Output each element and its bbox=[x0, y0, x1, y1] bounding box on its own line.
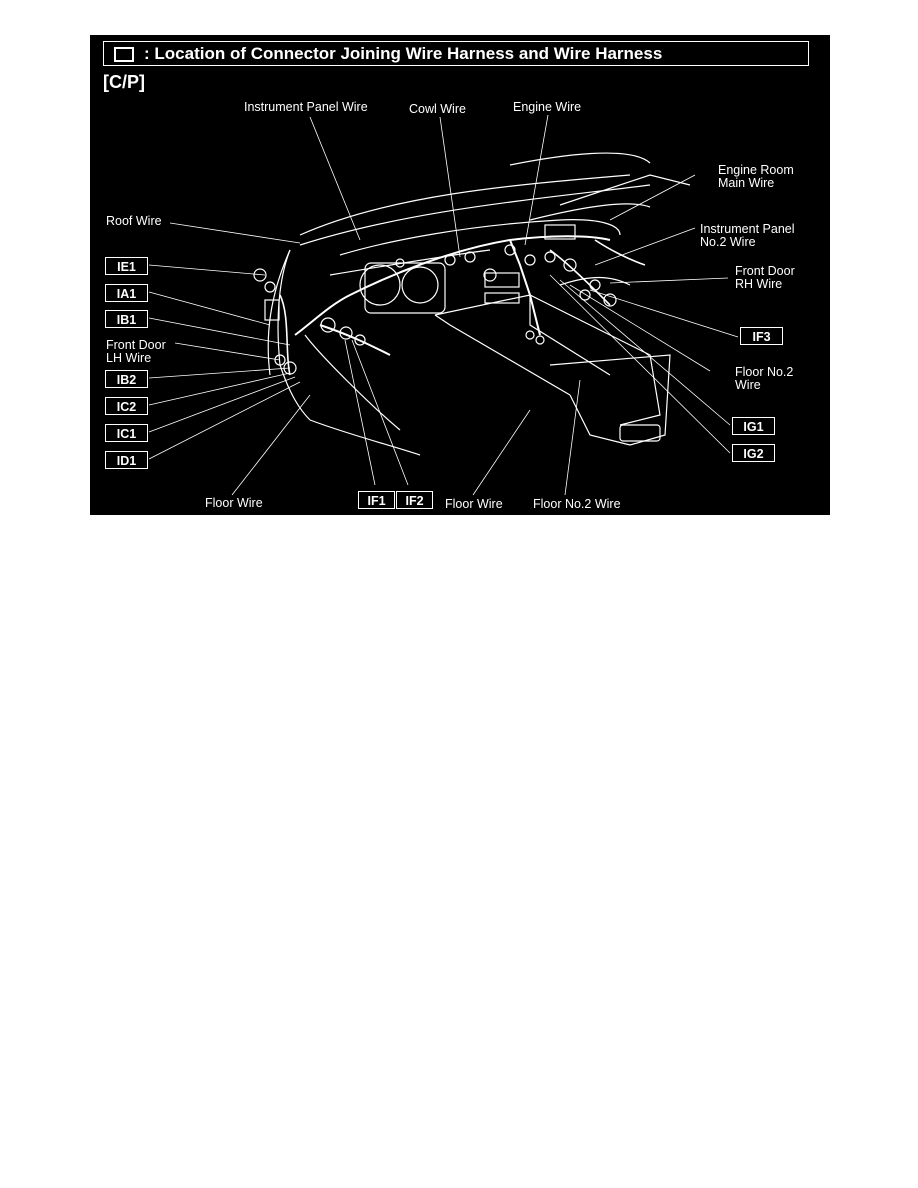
connector-ib2: IB2 bbox=[105, 370, 148, 388]
label-front-door-rh-wire: Front Door RH Wire bbox=[735, 264, 795, 291]
label-floor-wire-left: Floor Wire bbox=[205, 496, 263, 510]
label-floor-no2-wire-bottom: Floor No.2 Wire bbox=[533, 497, 621, 511]
label-engine-wire: Engine Wire bbox=[513, 100, 582, 114]
connector-ic1: IC1 bbox=[105, 424, 148, 442]
subtitle: [C/P] bbox=[103, 72, 145, 92]
label-instrument-panel-wire: Instrument Panel Wire bbox=[244, 100, 368, 114]
connector-ig2: IG2 bbox=[732, 444, 775, 462]
label-engine-room-main-wire: Engine Room Main Wire bbox=[718, 163, 794, 190]
connector-id1: ID1 bbox=[105, 451, 148, 469]
connector-if2: IF2 bbox=[396, 491, 433, 509]
label-instrument-panel-no2-wire: Instrument Panel No.2 Wire bbox=[700, 222, 795, 249]
connector-ic2: IC2 bbox=[105, 397, 148, 415]
label-floor-wire-center: Floor Wire bbox=[445, 497, 503, 511]
label-front-door-lh-wire: Front Door LH Wire bbox=[106, 338, 166, 365]
diagram-panel bbox=[90, 35, 830, 515]
connector-ia1: IA1 bbox=[105, 284, 148, 302]
label-floor-no2-wire-right: Floor No.2 Wire bbox=[735, 365, 794, 392]
connector-if3: IF3 bbox=[740, 327, 783, 345]
connector-ig1: IG1 bbox=[732, 417, 775, 435]
connector-ib1: IB1 bbox=[105, 310, 148, 328]
label-roof-wire: Roof Wire bbox=[106, 214, 162, 228]
page-title: : Location of Connector Joining Wire Harness and Wire Harness bbox=[144, 44, 663, 63]
connector-box-icon bbox=[114, 47, 134, 62]
label-cowl-wire: Cowl Wire bbox=[409, 102, 466, 116]
connector-ie1: IE1 bbox=[105, 257, 148, 275]
title-bar bbox=[103, 41, 809, 66]
connector-if1: IF1 bbox=[358, 491, 395, 509]
